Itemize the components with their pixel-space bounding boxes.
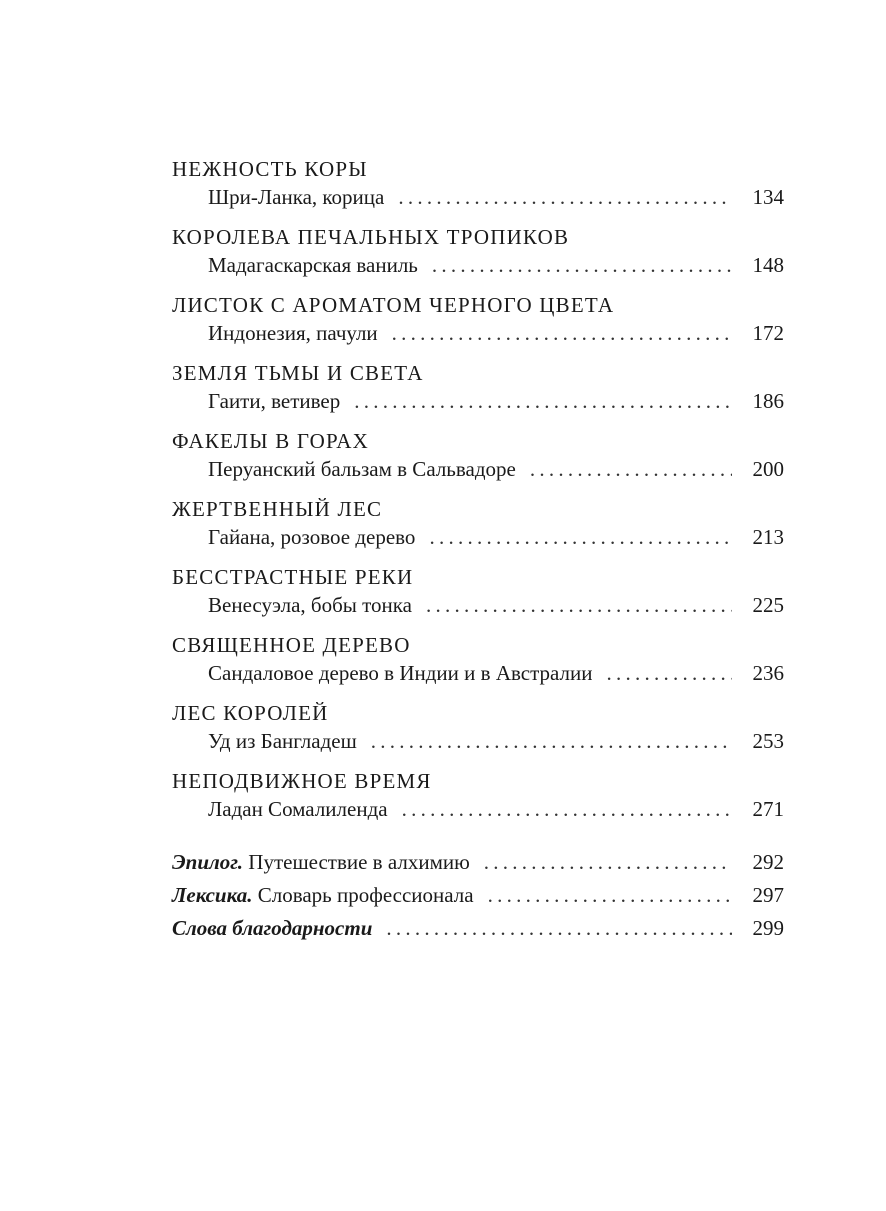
entry-text [172,912,372,945]
dot-leader [386,912,732,945]
toc-chapter [172,223,784,280]
entry-text: Сандаловое дерево в Индии и в Австралии [208,661,593,685]
entry-subtitle: Путешествие в алхимию [248,850,470,874]
toc-chapter [172,699,784,756]
entry-text: Шри-Ланка, корица [208,185,385,209]
page-number: 292 [752,850,784,874]
page-number: 148 [752,253,784,277]
toc-entry [172,523,784,552]
page-number: 186 [752,389,784,413]
dot-leader [488,879,732,912]
dot-leader [607,659,733,688]
toc-chapter [172,767,784,824]
dot-leader [429,523,732,552]
toc-entry [172,659,784,688]
chapter-title: ФАКЕЛЫ В ГОРАХ [172,429,369,453]
chapter-title: ЖЕРТВЕННЫЙ ЛЕС [172,497,383,521]
toc-chapter [172,359,784,416]
dot-leader [392,319,732,348]
entry-text: Уд из Бангладеш [208,729,357,753]
page-number: 225 [752,593,784,617]
toc-entry [172,727,784,756]
dot-leader [484,846,732,879]
entry-text [172,846,470,879]
dot-leader [432,251,732,280]
toc-entry-acknowledgments [172,912,784,945]
entry-label: Эпилог. [172,850,244,874]
toc-chapter [172,495,784,552]
dot-leader [402,795,732,824]
dot-leader [398,183,732,212]
toc-entry [172,795,784,824]
chapter-title: ЛИСТОК С АРОМАТОМ ЧЕРНОГО ЦВЕТА [172,293,615,317]
entry-text: Мадагаскарская ваниль [208,253,418,277]
toc-entry [172,387,784,416]
table-of-contents [172,155,784,945]
toc-chapter [172,563,784,620]
chapter-title: ЗЕМЛЯ ТЬМЫ И СВЕТА [172,361,424,385]
toc-entry-lexicon [172,879,784,912]
toc-entry [172,455,784,484]
toc-chapter [172,291,784,348]
page-number: 297 [752,883,784,907]
toc-chapter [172,427,784,484]
entry-text: Ладан Сомалиленда [208,797,388,821]
entry-label: Лексика. [172,883,253,907]
chapter-title: НЕПОДВИЖНОЕ ВРЕМЯ [172,769,432,793]
entry-text: Гайана, розовое дерево [208,525,416,549]
toc-entry-epilogue [172,846,784,879]
page-number: 134 [752,185,784,209]
toc-entry [172,183,784,212]
toc-chapter [172,631,784,688]
chapter-title: ЛЕС КОРОЛЕЙ [172,701,329,725]
chapter-title: НЕЖНОСТЬ КОРЫ [172,157,368,181]
page-number: 271 [752,797,784,821]
toc-chapter [172,155,784,212]
entry-text: Гаити, ветивер [208,389,341,413]
entry-label: Слова благодарности [172,916,373,940]
toc-entry [172,591,784,620]
dot-leader [354,387,732,416]
page-number: 213 [752,525,784,549]
chapter-title: БЕССТРАСТНЫЕ РЕКИ [172,565,414,589]
toc-entry [172,319,784,348]
page-number: 253 [752,729,784,753]
entry-text: Венесуэла, бобы тонка [208,593,412,617]
entry-text: Перуанский бальзам в Сальвадоре [208,457,516,481]
page-number: 236 [752,661,784,685]
dot-leader [426,591,732,620]
page-number: 172 [752,321,784,345]
entry-text [172,879,474,912]
back-matter [172,846,784,945]
entry-subtitle: Словарь профессионала [257,883,474,907]
page-number: 299 [752,916,784,940]
chapter-title: КОРОЛЕВА ПЕЧАЛЬНЫХ ТРОПИКОВ [172,225,570,249]
chapter-title: СВЯЩЕННОЕ ДЕРЕВО [172,633,411,657]
page-number: 200 [752,457,784,481]
entry-text: Индонезия, пачули [208,321,378,345]
toc-entry [172,251,784,280]
dot-leader [371,727,732,756]
dot-leader [530,455,732,484]
